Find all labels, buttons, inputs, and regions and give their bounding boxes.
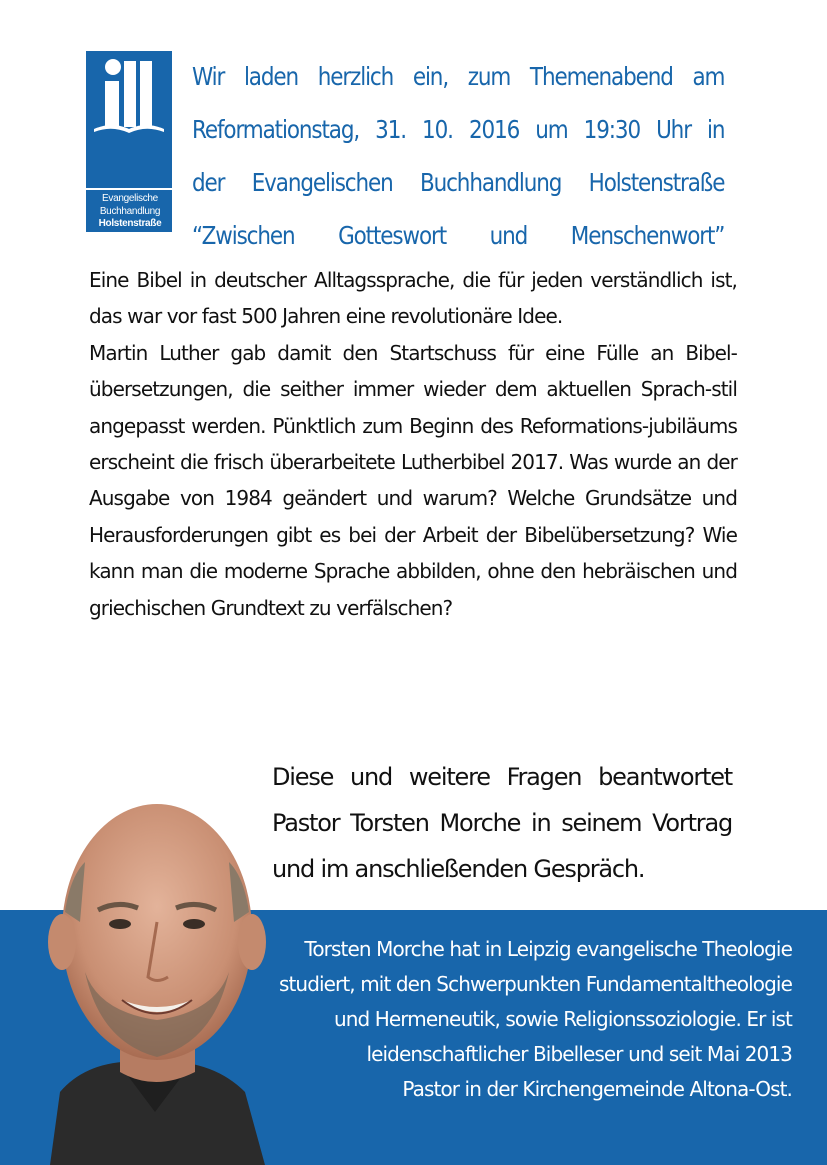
logo-mark-icon bbox=[86, 51, 172, 137]
header-line-2: Reformationstag, 31. 10. 2016 um 19:30 Uhr in bbox=[192, 115, 725, 144]
body-paragraph-2: Martin Luther gab damit den Startschuss für eine Fülle an Bibel-übersetzungen, die seither immer wieder dem aktuellen Sprach-stil angepasst werden. Pünktlich zum Beginn des Reformations-jubiläums erscheint die frisch überarbeitete Lutherbibel 2017. Was wurde an der Ausgabe von 1984 geändert und warum? Welche Grundsätze und Herausforderungen gibt es bei der Arbeit der Bibelübersetzung? Wie kann man die moderne Sprache abbilden, ohne den hebräischen und griechischen Grundtext zu verfälschen? bbox=[89, 340, 737, 620]
header-line-1: Wir laden herzlich ein, zum Themenabend am bbox=[192, 62, 725, 91]
bio-line-5: Pastor in der Kirchengemeinde Altona-Ost. bbox=[402, 1077, 792, 1101]
invitation-header bbox=[192, 50, 724, 262]
bookstore-logo bbox=[86, 51, 172, 232]
logo-line-2: Buchhandlung bbox=[99, 205, 161, 217]
bio-line-2: studiert, mit den Schwerpunkten Fundamentaltheologie bbox=[278, 972, 792, 996]
logo-line-1: Evangelische bbox=[102, 193, 158, 204]
bio-line-4: leidenschaftlicher Bibelleser und seit Mai 2013 bbox=[366, 1042, 792, 1066]
header-line-3: der Evangelischen Buchhandlung Holstenstraße bbox=[192, 168, 725, 197]
bio-line-1: Torsten Morche hat in Leipzig evangelische Theologie bbox=[304, 937, 792, 961]
header-line-4: “Zwischen Gotteswort und Menschenwort” bbox=[192, 221, 725, 250]
logo-text bbox=[90, 193, 170, 231]
speaker-bio bbox=[230, 932, 792, 1107]
body-paragraph-1: Eine Bibel in deutscher Alltagssprache, die für jeden verständlich ist, das war vor fast 500 Jahren eine revolutionäre Idee. bbox=[89, 268, 737, 329]
bio-line-3: und Hermeneutik, sowie Religionssoziologie. Er ist bbox=[333, 1007, 792, 1031]
questions-text: Diese und weitere Fragen beantwortet Pastor Torsten Morche in seinem Vortrag und im anschließenden Gespräch. bbox=[272, 763, 732, 883]
logo-line-3: Holstenstraße bbox=[98, 218, 162, 229]
logo-divider bbox=[86, 188, 172, 190]
body-text bbox=[89, 262, 737, 626]
